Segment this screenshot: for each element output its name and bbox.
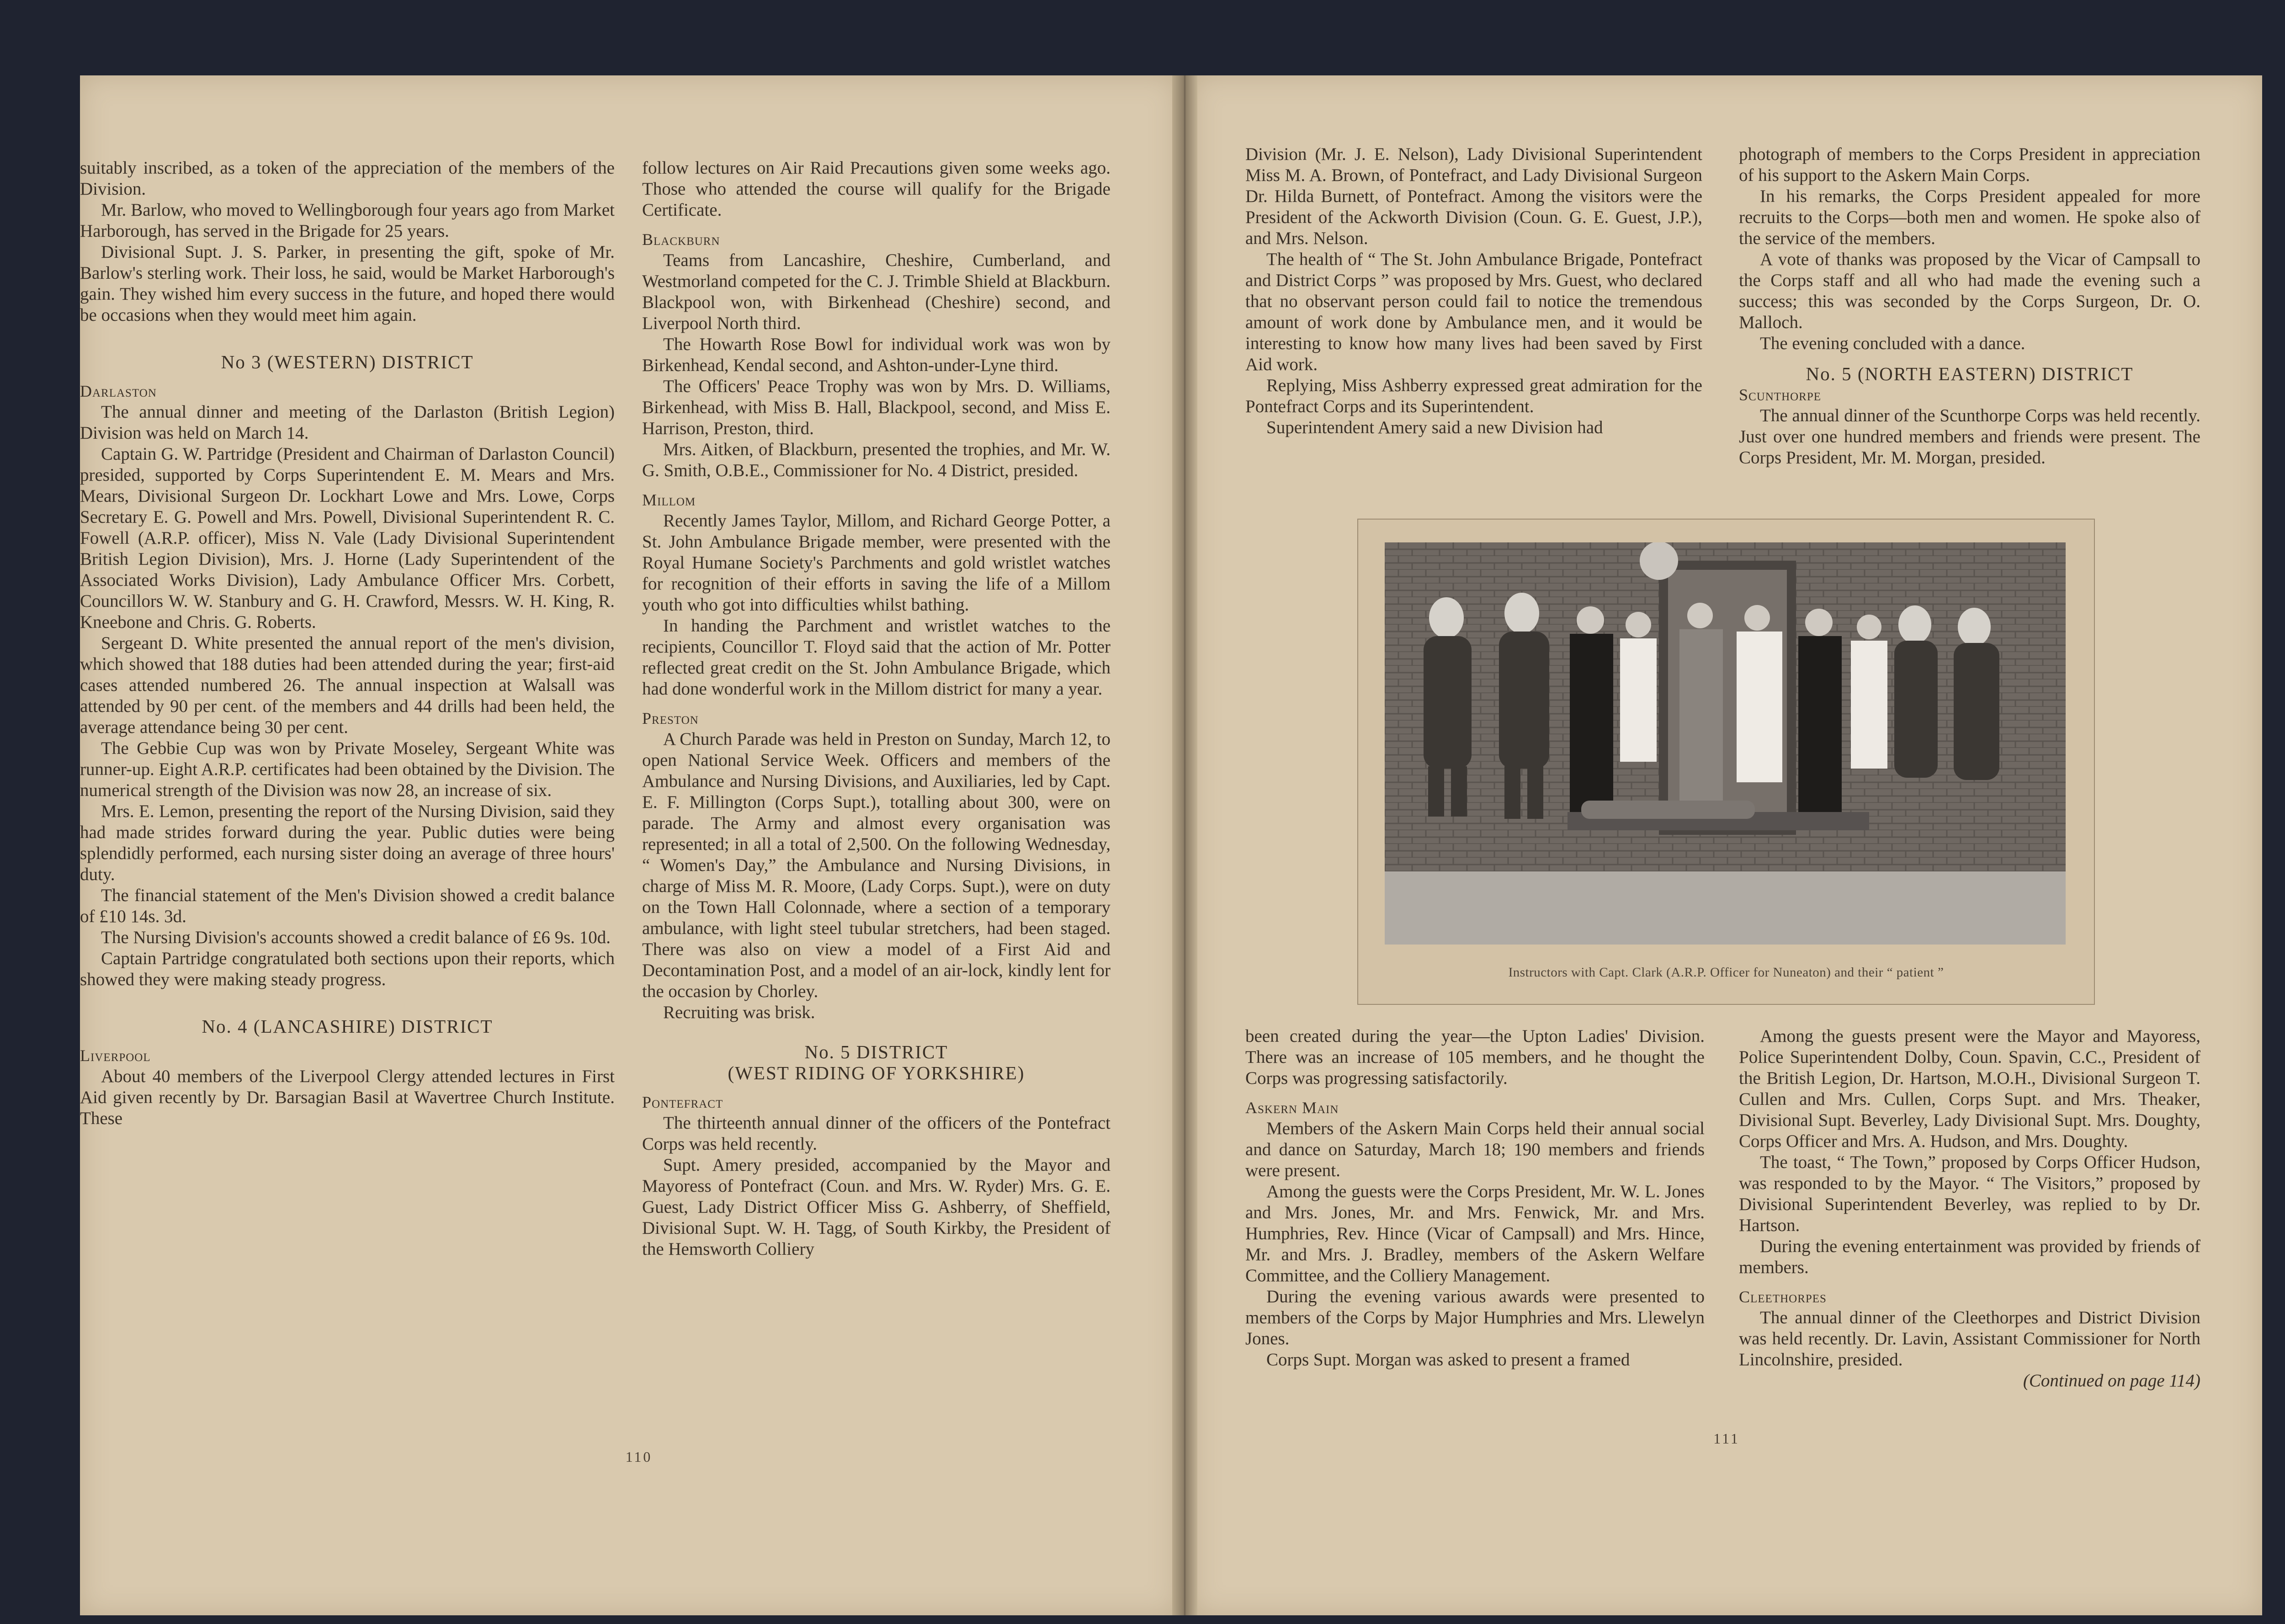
paragraph: A Church Parade was held in Preston on Sunday, March 12, to open National Service Week. Officers and members of the Ambulance and Nursing Divisions, and Auxiliaries, led by Capt. E. F. Millington (Corps Supt.), totalling about 300, were on parade. The Army and almost every organisation was represented; in all a total of 2,500. On the following Wednesday, “ Women's Day,” the Ambulance and Nursing Divisions, in charge of Miss M. R. Moore, (Lady Corps. Supt.), were on duty on the Town Hall Colonnade, where a section of a temporary ambulance, with light steel tubular stretchers, had been staged. There was also on view a model of a First Aid and Decontamination Post, and a model of an air-lock, kindly lent for the occasion by Chorley. xyxy=(642,729,1111,1001)
paragraph: The annual dinner and meeting of the Darlaston (British Legion) Division was held on March 14. xyxy=(80,402,615,443)
photograph-frame xyxy=(1357,519,2095,1005)
paragraph: been created during the year—the Upton Ladies' Division. There was an increase of 105 members, and he thought the Corps was progressing satisfactorily. xyxy=(1245,1026,1705,1088)
left-page-column-2 xyxy=(642,158,1111,1260)
paragraph: Recruiting was brisk. xyxy=(663,1003,815,1022)
right-page-column-2-bottom xyxy=(1739,1026,2200,1391)
page-number-right: 111 xyxy=(1713,1430,1740,1447)
continued-note: (Continued on page 114) xyxy=(2023,1371,2200,1390)
paragraph: The Officers' Peace Trophy was won by Mrs. D. Williams, Birkenhead, with Miss B. Hall, Blackpool, second, and Miss E. Harrison, Preston, third. xyxy=(642,377,1111,438)
paragraph: The Nursing Division's accounts showed a credit balance of £6 9s. 10d. xyxy=(101,928,611,947)
photograph-illustration xyxy=(1385,542,2066,945)
paragraph: Divisional Supt. J. S. Parker, in presenting the gift, spoke of Mr. Barlow's sterling work. Their loss, he said, would be Market Harborough's gain. They wished him every success in the future, and hoped there would be occasions when they would meet him again. xyxy=(80,242,615,325)
paragraph: suitably inscribed, as a token of the appreciation of the members of the Division. xyxy=(80,158,615,199)
paragraph: Corps Supt. Morgan was asked to present a framed xyxy=(1266,1350,1630,1369)
left-page-column-1 xyxy=(80,158,615,1129)
paragraph: The toast, “ The Town,” proposed by Corps Officer Hudson, was responded to by the Mayor. “ The Visitors,” proposed by Divisional Superintendent Beverley, was replied to by Dr. Hartson. xyxy=(1739,1152,2200,1235)
district-heading-western: No 3 (WESTERN) DISTRICT xyxy=(221,351,474,372)
paragraph: The health of “ The St. John Ambulance Brigade, Pontefract and District Corps ” was proposed by Mrs. Guest, who declared that no observant person could fail to notice the tremendous amount of work done by Ambulance men, and it would be interesting to know how many lives had been saved by First Aid work. xyxy=(1245,249,1702,374)
subheading-darlaston: Darlaston xyxy=(80,382,157,400)
paragraph: Mrs. E. Lemon, presenting the report of the Nursing Division, said they had made strides forward during the year. Public duties were being splendidly performed, each nursing sister doing an average of three hours' duty. xyxy=(80,801,615,884)
paragraph: photograph of members to the Corps President in appreciation of his support to the Askern Main Corps. xyxy=(1739,144,2200,185)
right-page-column-1-bottom xyxy=(1245,1026,1705,1370)
paragraph: Among the guests present were the Mayor and Mayoress, Police Superintendent Dolby, Coun. Spavin, C.C., President of the British Legion, Dr. Hartson, M.O.H., Divisional Surgeon T. Cullen and Mrs. Cullen, Corps Supt. and Mrs. Theaker, Divisional Supt. Beverley, Lady Divisional Supt. Mrs. Doughty, Corps Officer and Mrs. A. Hudson, and Mrs. Doughty. xyxy=(1739,1026,2200,1151)
paragraph: In his remarks, the Corps President appealed for more recruits to the Corps—both men and women. He spoke also of the service of the members. xyxy=(1739,186,2200,248)
paragraph: Recently James Taylor, Millom, and Richard George Potter, a St. John Ambulance Brigade member, were presented with the Royal Humane Society's Parchments and gold wristlet watches for recognition of their efforts in saving the life of a Millom youth who got into difficulties whilst bathing. xyxy=(642,511,1111,615)
paragraph: Sergeant D. White presented the annual report of the men's division, which showed that 188 duties had been attended during the year; first-aid cases attended numbered 26. The annual inspection at Walsall was attended by 90 per cent. of the members and 44 drills had been held, the average attendance being 30 per cent. xyxy=(80,633,615,737)
paragraph: About 40 members of the Liverpool Clergy attended lectures in First Aid given recently by Dr. Barsagian Basil at Wavertree Church Institute. These xyxy=(80,1067,615,1128)
paragraph: The financial statement of the Men's Division showed a credit balance of £10 14s. 3d. xyxy=(80,886,615,926)
paragraph: The evening concluded with a dance. xyxy=(1760,334,2025,353)
subheading-askern-main: Askern Main xyxy=(1245,1099,1339,1117)
district-heading-lancashire: No. 4 (LANCASHIRE) DISTRICT xyxy=(202,1016,493,1037)
paragraph: Division (Mr. J. E. Nelson), Lady Divisional Superintendent Miss M. A. Brown, of Pontefract, and Lady Divisional Surgeon Dr. Hilda Burnett, of Pontefract. Among the visitors were the President of the Ackworth Division (Coun. G. E. Guest, J.P.), and Mrs. Nelson. xyxy=(1245,144,1702,248)
photo-caption: Instructors with Capt. Clark (A.R.P. Officer for Nuneaton) and their “ patient ” xyxy=(1508,965,1944,980)
district-heading-no5: No. 5 DISTRICT xyxy=(804,1041,948,1062)
paragraph: Among the guests were the Corps President, Mr. W. L. Jones and Mrs. Jones, Mr. and Mrs. Fenwick, Mr. and Mrs. Humphries, Rev. Hince (Vicar of Campsall) and Mrs. Hince, Mr. and Mrs. J. Bradley, members of the Askern Welfare Committee, and the Colliery Management. xyxy=(1245,1182,1705,1285)
subheading-cleethorpes: Cleethorpes xyxy=(1739,1288,1827,1306)
paragraph: The Gebbie Cup was won by Private Moseley, Sergeant White was runner-up. Eight A.R.P. certificates had been obtained by the Division. The numerical strength of the Division was now 28, an increase of six. xyxy=(80,738,615,800)
subheading-millom: Millom xyxy=(642,491,696,509)
paragraph: The annual dinner of the Scunthorpe Corps was held recently. Just over one hundred members and friends were present. The Corps President, Mr. M. Morgan, presided. xyxy=(1739,406,2200,467)
right-page-column-1-top xyxy=(1245,144,1702,438)
paragraph: Supt. Amery presided, accompanied by the Mayor and Mayoress of Pontefract (Coun. and Mrs. W. Ryder) Mrs. G. E. Guest, Lady District Officer Miss G. Ashberry, of Sheffield, Divisional Supt. W. H. Tagg, of South Kirkby, the President of the Hemsworth Colliery xyxy=(642,1155,1111,1259)
paragraph: Superintendent Amery said a new Division had xyxy=(1266,418,1603,437)
subheading-liverpool: Liverpool xyxy=(80,1046,151,1065)
paragraph: The Howarth Rose Bowl for individual work was won by Birkenhead, Kendal second, and Ashton-under-Lyne third. xyxy=(642,334,1111,375)
book-gutter xyxy=(1172,75,1197,1615)
paragraph: The annual dinner of the Cleethorpes and District Division was held recently. Dr. Lavin, Assistant Commissioner for North Lincolnshire, presided. xyxy=(1739,1308,2200,1369)
paragraph: A vote of thanks was proposed by the Vicar of Campsall to the Corps staff and all who had made the evening such a success; this was seconded by the Corps Surgeon, Dr. O. Malloch. xyxy=(1739,249,2200,332)
paragraph: During the evening various awards were presented to members of the Corps by Major Humphries and Mrs. Llewelyn Jones. xyxy=(1245,1287,1705,1348)
district-heading-north-eastern: No. 5 (NORTH EASTERN) DISTRICT xyxy=(1806,363,2134,384)
paragraph: Replying, Miss Ashberry expressed great admiration for the Pontefract Corps and its Superintendent. xyxy=(1245,376,1702,416)
group-photograph xyxy=(1385,542,2066,945)
paragraph: follow lectures on Air Raid Precautions given some weeks ago. Those who attended the course will qualify for the Brigade Certificate. xyxy=(642,158,1111,220)
paragraph: Members of the Askern Main Corps held their annual social and dance on Saturday, March 18; 190 members and friends were present. xyxy=(1245,1119,1705,1180)
district-heading-west-riding: (WEST RIDING OF YORKSHIRE) xyxy=(728,1062,1025,1083)
paragraph: Teams from Lancashire, Cheshire, Cumberland, and Westmorland competed for the C. J. Trimble Shield at Blackburn. Blackpool won, with Birkenhead (Cheshire) second, and Liverpool North third. xyxy=(642,250,1111,333)
subheading-pontefract: Pontefract xyxy=(642,1093,723,1111)
subheading-preston: Preston xyxy=(642,709,699,727)
paragraph: During the evening entertainment was provided by friends of members. xyxy=(1739,1237,2200,1277)
paragraph: Captain Partridge congratulated both sections upon their reports, which showed they were making steady progress. xyxy=(80,949,615,989)
paragraph: Mr. Barlow, who moved to Wellingborough four years ago from Market Harborough, has served in the Brigade for 25 years. xyxy=(80,200,615,241)
paragraph: Captain G. W. Partridge (President and Chairman of Darlaston Council) presided, supported by Corps Superintendent E. M. Mears and Mrs. Mears, Divisional Surgeon Dr. Lockhart Lowe and Mrs. Lowe, Corps Secretary E. G. Powell and Mrs. Powell, Divisional Superintendent R. C. Fowell (A.R.P. officer), Miss N. Vale (Lady Divisional Superintendent British Legion Division), Mrs. J. Horne (Lady Superintendent of the Associated Works Division), Lady Ambulance Officer Mrs. Corbett, Councillors W. W. Stanbury and G. H. Crawford, Messrs. W. H. King, R. Kneebone and Chris. G. Roberts. xyxy=(80,444,615,632)
subheading-blackburn: Blackburn xyxy=(642,230,720,249)
paragraph: The thirteenth annual dinner of the officers of the Pontefract Corps was held recently. xyxy=(642,1113,1111,1154)
paragraph: In handing the Parchment and wristlet watches to the recipients, Councillor T. Floyd said that the action of Mr. Potter reflected great credit on the St. John Ambulance Brigade, which had done wonderful work in the Millom district for many a year. xyxy=(642,616,1111,699)
right-page-column-2-top xyxy=(1739,144,2200,468)
page-number-left: 110 xyxy=(625,1449,653,1465)
subheading-scunthorpe: Scunthorpe xyxy=(1739,386,1822,404)
paragraph: Mrs. Aitken, of Blackburn, presented the trophies, and Mr. W. G. Smith, O.B.E., Commissioner for No. 4 District, presided. xyxy=(642,440,1111,480)
